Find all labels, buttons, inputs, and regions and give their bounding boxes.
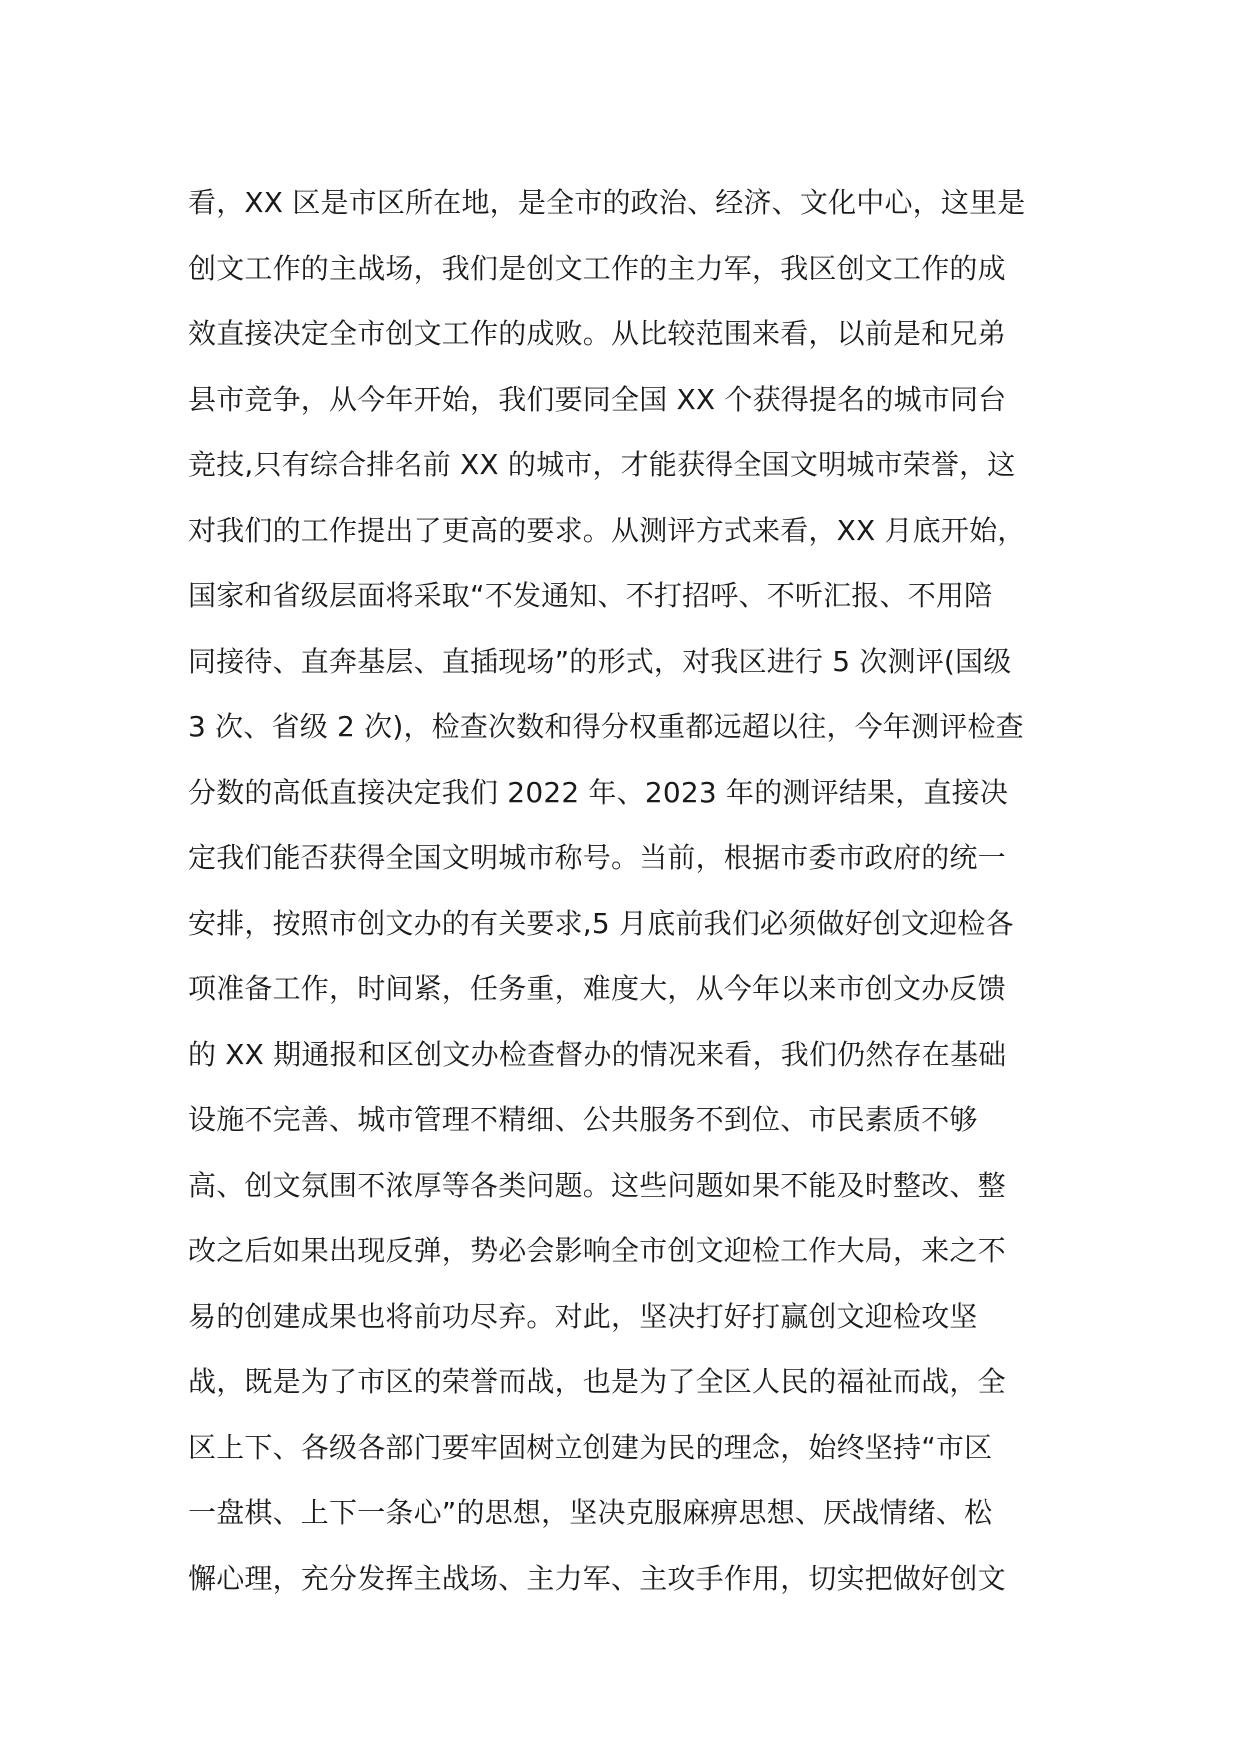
text-line: 分数的高低直接决定我们 2022 年、2023 年的测评结果，直接决 bbox=[188, 775, 1009, 809]
text-line: 战，既是为了市区的荣誉而战，也是为了全区人民的福祉而战，全 bbox=[188, 1365, 1006, 1398]
text-line: 设施不完善、城市管理不精细、公共服务不到位、市民素质不够 bbox=[188, 1103, 978, 1136]
text-line: 改之后如果出现反弹，势必会影响全市创文迎检工作大局，来之不 bbox=[188, 1234, 1006, 1267]
text-line: 看，XX 区是市区所在地，是全市的政治、经济、文化中心，这里是 bbox=[188, 186, 1026, 219]
text-line: 区上下、各级各部门要牢固树立创建为民的理念，始终坚持“市区 bbox=[188, 1430, 993, 1464]
text-line: 安排，按照市创文办的有关要求,5 月底前我们必须做好创文迎检各 bbox=[188, 906, 1014, 940]
text-line: 竞技,只有综合排名前 XX 的城市，才能获得全国文明城市荣誉，这 bbox=[188, 448, 1016, 481]
text-line: 同接待、直奔基层、直插现场”的形式，对我区进行 5 次测评(国级 bbox=[188, 644, 1012, 678]
text-line: 定我们能否获得全国文明城市称号。当前，根据市委市政府的统一 bbox=[188, 841, 1006, 874]
text-line: 的 XX 期通报和区创文办检查督办的情况来看，我们仍然存在基础 bbox=[188, 1037, 1007, 1071]
text-line: 一盘棋、上下一条心”的思想，坚决克服麻痹思想、厌战情绪、松 bbox=[188, 1496, 993, 1529]
text-line: 县市竞争，从今年开始，我们要同全国 XX 个获得提名的城市同台 bbox=[188, 382, 1007, 416]
text-line: 项准备工作，时间紧，任务重，难度大，从今年以来市创文办反馈 bbox=[188, 972, 1006, 1005]
text-line: 国家和省级层面将采取“不发通知、不打招呼、不听汇报、不用陪 bbox=[188, 579, 993, 612]
text-line: 易的创建成果也将前功尽弃。对此，坚决打好打赢创文迎检攻坚 bbox=[188, 1299, 978, 1333]
text-line: 懈心理，充分发挥主战场、主力军、主攻手作用，切实把做好创文 bbox=[188, 1561, 1006, 1595]
text-line: 效直接决定全市创文工作的成败。从比较范围来看，以前是和兄弟 bbox=[188, 317, 1006, 350]
text-line: 3 次、省级 2 次)，检查次数和得分权重都远超以往，今年测评检查 bbox=[188, 710, 1024, 743]
text-line: 对我们的工作提出了更高的要求。从测评方式来看，XX 月底开始， bbox=[188, 513, 1026, 547]
body-text bbox=[188, 170, 1068, 1611]
text-line: 创文工作的主战场，我们是创文工作的主力军，我区创文工作的成 bbox=[188, 251, 1006, 285]
text-line: 高、创文氛围不浓厚等各类问题。这些问题如果不能及时整改、整 bbox=[188, 1168, 1006, 1202]
